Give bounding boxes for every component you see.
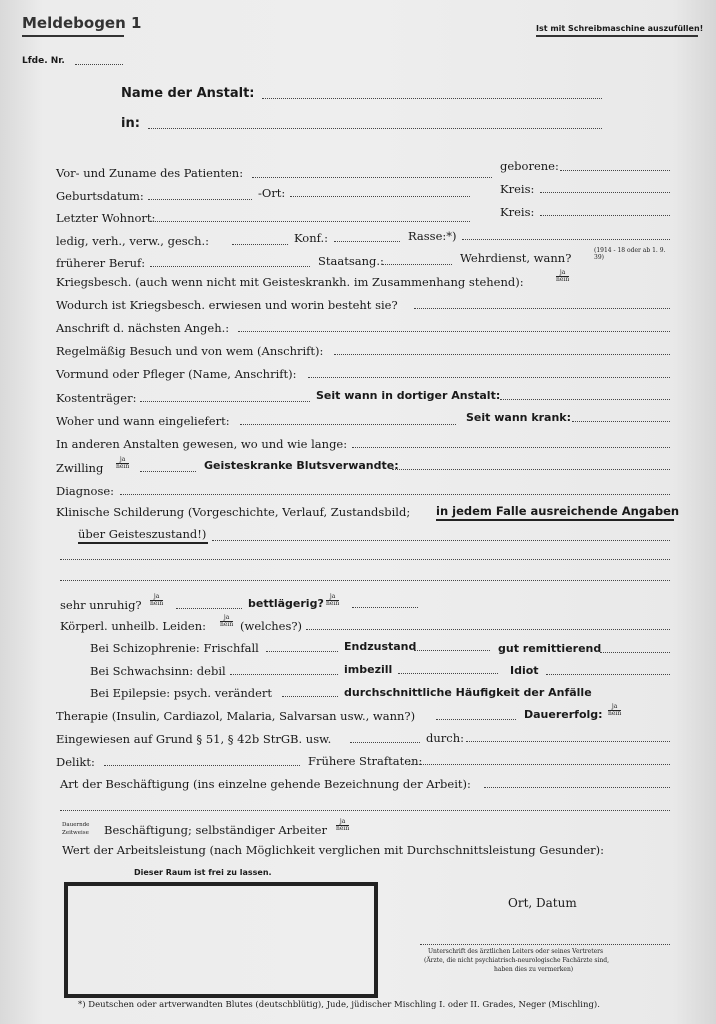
bettlaegerig-label: bettlägerig? xyxy=(248,597,324,610)
familienstand-label: ledig, verh., verw., gesch.: xyxy=(56,234,210,248)
institution-location-line[interactable] xyxy=(148,128,602,129)
kostentraeger-line[interactable] xyxy=(140,401,310,402)
besuch-line[interactable] xyxy=(334,354,670,355)
klinische-emphasis: in jedem Falle ausreichende Angaben xyxy=(436,504,680,518)
patient-name-line[interactable] xyxy=(252,177,492,178)
beschaeftigung-line-1[interactable] xyxy=(484,787,670,788)
eingewiesen-label: Eingewiesen auf Grund § 51, § 42b StrGB. usw. xyxy=(56,732,332,746)
imbezill-line[interactable] xyxy=(398,673,498,674)
geburtsdatum-line[interactable] xyxy=(148,199,252,200)
unruhig-label: sehr unruhig? xyxy=(60,598,142,612)
schizophrenie-label: Bei Schizophrenie: Frischfall xyxy=(90,641,259,655)
wert-label: Wert der Arbeitsleistung (nach Möglichkeit verglichen mit Durchschnittsleistung Gesunder): xyxy=(62,843,604,857)
staatsangehoerigkeit-line[interactable] xyxy=(382,264,452,265)
diagnose-line[interactable] xyxy=(120,494,670,495)
dauererfolg-ja-nein[interactable]: ja nein xyxy=(608,703,622,717)
signature-line[interactable] xyxy=(420,944,670,945)
rasse-line[interactable] xyxy=(462,239,670,240)
footnote: *) Deutschen oder artverwandten Blutes (deutschblütig), Jude, jüdischer Mischling I. oder II. Grades, Neger (Mischling). xyxy=(78,1000,600,1010)
durch-line[interactable] xyxy=(466,741,670,742)
zwilling-label: Zwilling xyxy=(56,461,104,475)
letzter-wohnort-line[interactable] xyxy=(150,221,470,222)
klinische-cont: über Geisteszustand!) xyxy=(78,527,207,541)
beruf-label: früherer Beruf: xyxy=(56,256,146,270)
geborene-label: geborene: xyxy=(500,159,559,173)
lfde-nr-label: Lfde. Nr. xyxy=(22,56,65,66)
staatsangehoerigkeit-label: Staatsang.: xyxy=(318,254,384,268)
durch-label: durch: xyxy=(426,731,464,745)
box-note: Dieser Raum ist frei zu lassen. xyxy=(134,868,272,877)
beruf-line[interactable] xyxy=(150,266,310,267)
schizophrenie-line[interactable] xyxy=(266,651,338,652)
zwilling-ja-nein[interactable]: ja nein xyxy=(116,456,130,470)
epilepsie-line[interactable] xyxy=(282,696,338,697)
klinische-line-2[interactable] xyxy=(60,559,670,560)
seit-krank-line[interactable] xyxy=(572,421,670,422)
besuch-label: Regelmäßig Besuch und von wem (Anschrift): xyxy=(56,344,324,358)
unruhig-ja-nein[interactable]: ja nein xyxy=(150,593,164,607)
ort-datum-label: Ort, Datum xyxy=(508,896,577,910)
dauernde-label: Dauernde xyxy=(62,822,90,828)
schwachsinn-line[interactable] xyxy=(230,674,338,675)
klinische-label: Klinische Schilderung (Vorgeschichte, Verlauf, Zustandsbild; xyxy=(56,505,411,519)
bettlaegerig-ja-nein[interactable]: ja nein xyxy=(326,593,340,607)
unruhig-line[interactable] xyxy=(176,608,242,609)
andere-anstalten-line[interactable] xyxy=(352,447,670,448)
dauererfolg-label: Dauererfolg: xyxy=(524,708,603,721)
rasse-label: Rasse:*) xyxy=(408,229,457,243)
koerperl-ja-nein[interactable]: ja nein xyxy=(220,614,234,628)
kriegsbeschaedigung-label: Kriegsbesch. (auch wenn nicht mit Geisteskrankh. im Zusammenhang stehend): xyxy=(56,275,524,289)
emphasis-underline-2 xyxy=(78,542,208,544)
diagnose-label: Diagnose: xyxy=(56,484,115,498)
blutsverwandte-label: Geisteskranke Blutsverwandte: xyxy=(204,459,399,472)
kriegsbesch-ja-nein[interactable]: ja nein xyxy=(556,269,570,283)
endzustand-label: Endzustand xyxy=(344,640,417,653)
imbezill-label: imbezill xyxy=(344,663,393,676)
seit-anstalt-label: Seit wann in dortiger Anstalt: xyxy=(316,389,501,402)
anfaelle-label: durchschnittliche Häufigkeit der Anfälle xyxy=(344,686,592,699)
lfde-nr-line[interactable] xyxy=(75,64,123,65)
welches-label: (welches?) xyxy=(240,619,303,633)
woher-label: Woher und wann eingeliefert: xyxy=(56,414,230,428)
seit-krank-label: Seit wann krank: xyxy=(466,411,572,424)
koerperl-label: Körperl. unheilb. Leiden: xyxy=(60,619,206,633)
delikt-label: Delikt: xyxy=(56,755,95,769)
woher-line[interactable] xyxy=(240,424,456,425)
kreis-label-2: Kreis: xyxy=(500,205,535,219)
bettlaegerig-line[interactable] xyxy=(352,607,418,608)
geborene-line[interactable] xyxy=(560,170,670,171)
idiot-line[interactable] xyxy=(546,674,670,675)
endzustand-line[interactable] xyxy=(414,650,490,651)
vormund-line[interactable] xyxy=(308,377,670,378)
konfession-label: Konf.: xyxy=(294,231,328,245)
zwilling-line[interactable] xyxy=(140,471,196,472)
emphasis-underline-1 xyxy=(436,519,674,521)
therapie-line[interactable] xyxy=(436,719,516,720)
vormund-label: Vormund oder Pfleger (Name, Anschrift): xyxy=(56,367,297,381)
andere-anstalten-label: In anderen Anstalten gewesen, wo und wie lange: xyxy=(56,437,348,451)
letzter-wohnort-label: Letzter Wohnort: xyxy=(56,211,156,225)
idiot-label: Idiot xyxy=(510,664,539,677)
wodurch-line[interactable] xyxy=(414,308,670,309)
form-title: Meldebogen 1 xyxy=(22,14,142,32)
delikt-line[interactable] xyxy=(104,765,300,766)
signature-caption-1: Unterschrift des ärztlichen Leiters oder seines Vertreters xyxy=(428,948,604,955)
wehrdienst-note: (1914 - 18 oder ab 1. 9. 39) xyxy=(594,247,666,261)
klinische-line-1[interactable] xyxy=(212,540,670,541)
selbstaendig-ja-nein[interactable]: ja nein xyxy=(336,818,350,832)
straftaten-line[interactable] xyxy=(408,764,670,765)
eingewiesen-line[interactable] xyxy=(350,742,420,743)
wehrdienst-label: Wehrdienst, wann? xyxy=(460,251,572,265)
institution-name-label: Name der Anstalt: xyxy=(121,86,255,101)
remittierend-label: gut remittierend xyxy=(498,642,602,655)
anschrift-label: Anschrift d. nächsten Angeh.: xyxy=(56,321,230,335)
therapie-label: Therapie (Insulin, Cardiazol, Malaria, Salvarsan usw., wann?) xyxy=(56,709,416,723)
schwachsinn-label: Bei Schwachsinn: debil xyxy=(90,664,226,678)
patient-name-label: Vor- und Zuname des Patienten: xyxy=(56,166,244,180)
institution-name-line[interactable] xyxy=(262,98,602,99)
beschaeftigung-line-2[interactable] xyxy=(60,810,670,811)
kreis-label-1: Kreis: xyxy=(500,182,535,196)
epilepsie-label: Bei Epilepsie: psych. verändert xyxy=(90,686,273,700)
typewriter-note: Ist mit Schreibmaschine auszufüllen! xyxy=(536,24,704,33)
kreis-line-1[interactable] xyxy=(540,192,670,193)
zeitweise-label: Zeitweise xyxy=(62,830,89,836)
konfession-line[interactable] xyxy=(334,241,400,242)
kostentraeger-label: Kostenträger: xyxy=(56,391,137,405)
straftaten-label: Frühere Straftaten: xyxy=(308,754,423,768)
signature-caption-3: haben dies zu vermerken) xyxy=(494,966,574,973)
ort-label: -Ort: xyxy=(258,186,286,200)
blutsverwandte-line[interactable] xyxy=(392,469,670,470)
beschaeftigung-label: Art der Beschäftigung (ins einzelne gehende Bezeichnung der Arbeit): xyxy=(60,777,471,791)
title-underline xyxy=(22,35,124,37)
anschrift-line[interactable] xyxy=(238,331,670,332)
wodurch-label: Wodurch ist Kriegsbesch. erwiesen und worin besteht sie? xyxy=(56,298,398,312)
koerperl-line[interactable] xyxy=(306,629,670,630)
seit-anstalt-line[interactable] xyxy=(500,399,670,400)
geburtsdatum-label: Geburtsdatum: xyxy=(56,189,144,203)
remittierend-line[interactable] xyxy=(600,652,670,653)
signature-caption-2: (Ärzte, die nicht psychiatrisch-neurologische Fachärzte sind, xyxy=(424,957,610,964)
klinische-line-3[interactable] xyxy=(60,580,670,581)
institution-location-label: in: xyxy=(121,116,140,131)
familienstand-line[interactable] xyxy=(232,244,288,245)
selbstaendig-label: Beschäftigung; selbständiger Arbeiter xyxy=(104,823,327,837)
ort-line[interactable] xyxy=(290,196,470,197)
note-underline xyxy=(536,35,698,37)
reserved-box xyxy=(64,882,378,998)
kreis-line-2[interactable] xyxy=(540,215,670,216)
